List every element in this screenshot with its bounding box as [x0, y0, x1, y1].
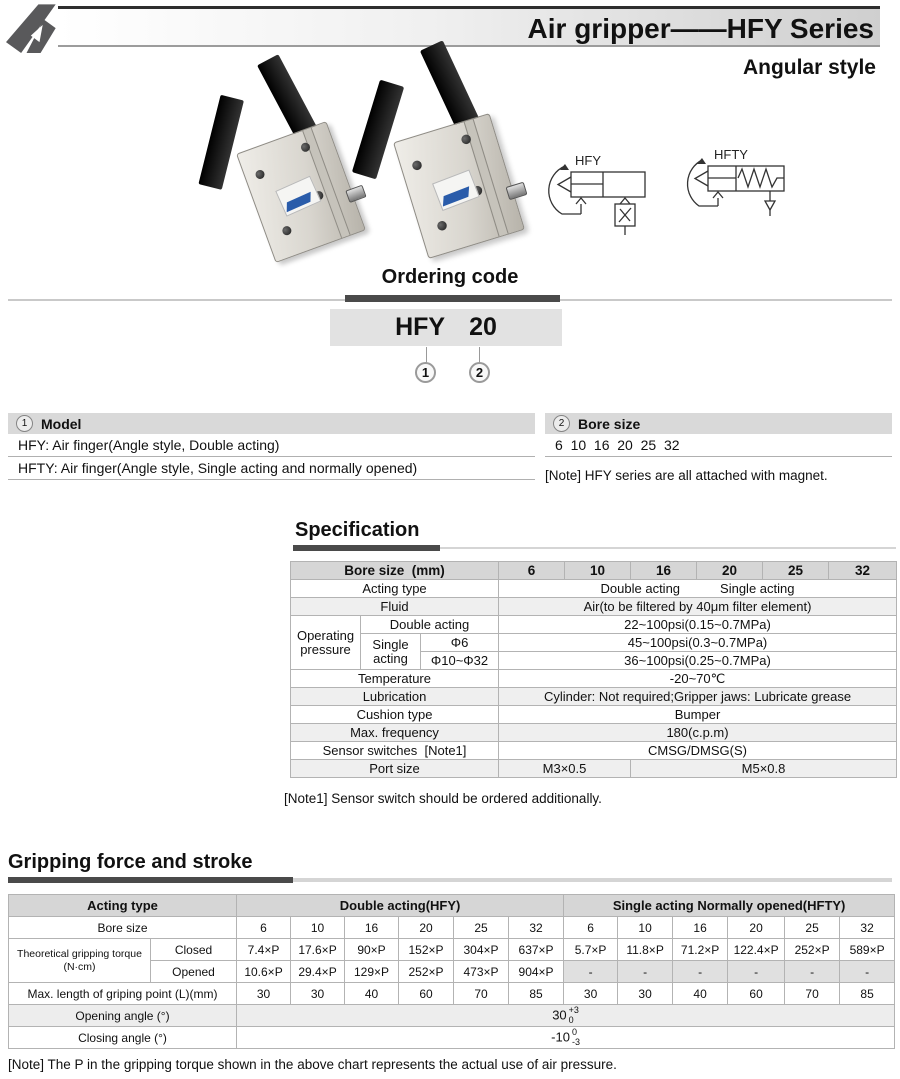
- grip-bore-col: 16: [673, 917, 728, 939]
- gripping-table: [8, 894, 895, 1049]
- model-row-hfty: HFTY: Air finger(Angle style, Single acting and normally opened): [8, 457, 535, 480]
- grip-acting-label: Acting type: [9, 895, 237, 917]
- gripping-rule-bar: [8, 877, 293, 883]
- spec-pressure-double-label: Double acting: [361, 616, 499, 634]
- acting-single: Single acting: [720, 581, 795, 596]
- gripper-photo-1: [225, 92, 385, 267]
- torque-closed-value: 304×P: [454, 939, 509, 961]
- bore-table-title: Bore size: [578, 415, 641, 432]
- grip-bore-col: 25: [454, 917, 509, 939]
- page-subtitle: Angular style: [742, 56, 876, 79]
- max-length-value: 85: [840, 983, 895, 1005]
- model-table: [8, 413, 535, 480]
- marker-1-circle: [415, 362, 436, 383]
- screw-hole: [254, 169, 266, 181]
- grip-max-length-label: Max. length of griping point (L)(mm): [9, 983, 237, 1005]
- max-length-value: 70: [785, 983, 840, 1005]
- spec-fluid-value: Air(to be filtered by 40μm filter element): [499, 598, 897, 616]
- grip-opening-angle-label: Opening angle (°): [9, 1005, 237, 1027]
- torque-closed-value: 152×P: [399, 939, 454, 961]
- max-length-value: 30: [291, 983, 345, 1005]
- torque-opened-value: -: [618, 961, 673, 983]
- hfty-pneumatic-diagram: [682, 146, 808, 226]
- grip-closed-label: Closed: [151, 939, 237, 961]
- model-table-header: [8, 413, 535, 434]
- spec-pressure-single-label: Single acting: [361, 634, 421, 670]
- marker-2-badge: 2: [553, 415, 570, 432]
- specification-heading: Specification: [295, 519, 420, 541]
- gripper-body: [393, 113, 525, 259]
- spec-cushion-label: Cushion type: [291, 706, 499, 724]
- spec-lubrication-label: Lubrication: [291, 688, 499, 706]
- spec-pressure-d6-label: Φ6: [421, 634, 499, 652]
- spec-bore-col: 16: [631, 562, 697, 580]
- torque-closed-value: 17.6×P: [291, 939, 345, 961]
- closing-angle-value: [237, 1027, 895, 1049]
- gripper-finger-left: [198, 95, 244, 190]
- grip-group-double: Double acting(HFY): [237, 895, 564, 917]
- screw-hole: [411, 159, 423, 171]
- marker-1-badge: 1: [16, 415, 33, 432]
- max-length-value: 85: [509, 983, 564, 1005]
- spec-bore-col: 6: [499, 562, 565, 580]
- specification-note: [Note1] Sensor switch should be ordered additionally.: [284, 791, 602, 806]
- torque-opened-value: 10.6×P: [237, 961, 291, 983]
- torque-opened-value: 473×P: [454, 961, 509, 983]
- torque-closed-value: 122.4×P: [728, 939, 785, 961]
- ordering-code-box: [330, 309, 562, 346]
- spec-pressure-label: Operating pressure: [291, 616, 361, 670]
- screw-hole: [281, 225, 293, 237]
- torque-opened-value: -: [673, 961, 728, 983]
- marker-1-number: 1: [421, 365, 430, 380]
- torque-opened-value: 129×P: [345, 961, 399, 983]
- grip-bore-col: 32: [509, 917, 564, 939]
- grip-bore-col: 20: [728, 917, 785, 939]
- gripper-body: [236, 121, 366, 263]
- torque-closed-value: 252×P: [785, 939, 840, 961]
- max-length-value: 40: [673, 983, 728, 1005]
- grip-opened-label: Opened: [151, 961, 237, 983]
- spec-pressure-d10-value: 36~100psi(0.25~0.7MPa): [499, 652, 897, 670]
- spec-port-large-value: M5×0.8: [631, 760, 897, 778]
- spec-port-small-value: M3×0.5: [499, 760, 631, 778]
- spec-sensor-label: Sensor switches [Note1]: [291, 742, 499, 760]
- spec-fluid-label: Fluid: [291, 598, 499, 616]
- product-photos: [225, 86, 565, 266]
- spec-acting-type-value: [499, 580, 897, 598]
- torque-closed-value: 637×P: [509, 939, 564, 961]
- specification-table: [290, 561, 897, 778]
- page-title-bar: [58, 6, 880, 47]
- torque-opened-value: -: [564, 961, 618, 983]
- spec-port-label: Port size: [291, 760, 499, 778]
- opening-angle-base: 30: [552, 1007, 567, 1023]
- max-length-value: 70: [454, 983, 509, 1005]
- torque-closed-value: 11.8×P: [618, 939, 673, 961]
- torque-closed-value: 5.7×P: [564, 939, 618, 961]
- spec-pressure-d10-label: Φ10~Φ32: [421, 652, 499, 670]
- gripper-photo-2: [383, 86, 543, 261]
- spec-frequency-value: 180(c.p.m): [499, 724, 897, 742]
- bore-size-table: [545, 413, 892, 457]
- max-length-value: 30: [618, 983, 673, 1005]
- ordering-code-bore: 20: [469, 313, 497, 341]
- spec-cushion-value: Bumper: [499, 706, 897, 724]
- grip-bore-col: 10: [291, 917, 345, 939]
- brand-label: [432, 169, 480, 211]
- bore-table-note: [Note] HFY series are all attached with magnet.: [545, 468, 828, 483]
- specification-rule-bar: [293, 545, 440, 551]
- marker-2-circle: [469, 362, 490, 383]
- air-fitting: [345, 185, 366, 203]
- page-title: Air gripper——HFY Series: [527, 13, 874, 44]
- spec-frequency-label: Max. frequency: [291, 724, 499, 742]
- max-length-value: 60: [728, 983, 785, 1005]
- hfy-pneumatic-diagram: [545, 152, 663, 238]
- grip-closing-angle-label: Closing angle (°): [9, 1027, 237, 1049]
- gripper-body-group: [236, 121, 366, 263]
- hfty-diagram-label: HFTY: [714, 147, 748, 162]
- spec-temperature-label: Temperature: [291, 670, 499, 688]
- ordering-code-model: HFY: [395, 313, 446, 341]
- screw-hole: [436, 220, 448, 232]
- torque-closed-value: 7.4×P: [237, 939, 291, 961]
- bore-sizes-row: 6 10 16 20 25 32: [545, 434, 892, 457]
- max-length-value: 30: [564, 983, 618, 1005]
- closing-angle-base: -10: [551, 1029, 570, 1045]
- acting-double: Double acting: [600, 581, 681, 596]
- grip-bore-col: 32: [840, 917, 895, 939]
- closing-angle-sup: 0: [571, 1027, 577, 1038]
- torque-closed-value: 90×P: [345, 939, 399, 961]
- spec-bore-col: 25: [763, 562, 829, 580]
- marker-2-number: 2: [475, 365, 484, 380]
- max-length-value: 60: [399, 983, 454, 1005]
- torque-unit-text: (N·cm): [63, 960, 96, 973]
- torque-opened-value: -: [785, 961, 840, 983]
- grip-group-single: Single acting Normally opened(HFTY): [564, 895, 895, 917]
- spec-bore-size-label: Bore size (mm): [291, 562, 499, 580]
- opening-angle-sub: 0: [568, 1014, 574, 1025]
- spec-lubrication-value: Cylinder: Not required;Gripper jaws: Lubricate grease: [499, 688, 897, 706]
- brand-label: [275, 176, 321, 217]
- spec-sensor-value: CMSG/DMSG(S): [499, 742, 897, 760]
- gripper-body-group: [393, 113, 525, 259]
- ordering-rule-bar: [345, 295, 560, 302]
- opening-angle-sup: +3: [568, 1005, 579, 1016]
- torque-opened-value: -: [728, 961, 785, 983]
- spec-temperature-value: -20~70℃: [499, 670, 897, 688]
- bore-table-header: [545, 413, 892, 434]
- model-row-hfy: HFY: Air finger(Angle style, Double acting): [8, 434, 535, 457]
- torque-closed-value: 71.2×P: [673, 939, 728, 961]
- torque-opened-value: 29.4×P: [291, 961, 345, 983]
- model-table-title: Model: [41, 415, 82, 432]
- spec-bore-col: 10: [565, 562, 631, 580]
- grip-bore-col: 6: [564, 917, 618, 939]
- gripping-note: [Note] The P in the gripping torque shown in the above chart represents the actual use of air pressure.: [8, 1057, 617, 1072]
- grip-bore-col: 16: [345, 917, 399, 939]
- torque-opened-value: 904×P: [509, 961, 564, 983]
- hfy-diagram-label: HFY: [575, 153, 601, 168]
- torque-label-text: Theoretical gripping torque: [17, 948, 142, 961]
- grip-torque-label: [9, 939, 151, 983]
- air-fitting: [505, 182, 527, 201]
- spec-acting-type-label: Acting type: [291, 580, 499, 598]
- torque-opened-value: 252×P: [399, 961, 454, 983]
- spec-bore-col: 20: [697, 562, 763, 580]
- spec-bore-col: 32: [829, 562, 897, 580]
- grip-bore-col: 20: [399, 917, 454, 939]
- opening-angle-value: [237, 1005, 895, 1027]
- grip-bore-col: 6: [237, 917, 291, 939]
- grip-bore-col: 25: [785, 917, 840, 939]
- airtac-logo-icon: [6, 3, 60, 57]
- spec-pressure-double-value: 22~100psi(0.15~0.7MPa): [499, 616, 897, 634]
- closing-angle-sub: -3: [571, 1036, 580, 1047]
- torque-closed-value: 589×P: [840, 939, 895, 961]
- spec-pressure-d6-value: 45~100psi(0.3~0.7MPa): [499, 634, 897, 652]
- grip-bore-col: 10: [618, 917, 673, 939]
- torque-opened-value: -: [840, 961, 895, 983]
- max-length-value: 30: [237, 983, 291, 1005]
- gripping-heading: Gripping force and stroke: [8, 851, 253, 873]
- max-length-value: 40: [345, 983, 399, 1005]
- ordering-code-heading: Ordering code: [381, 266, 519, 288]
- grip-bore-label: Bore size: [9, 917, 237, 939]
